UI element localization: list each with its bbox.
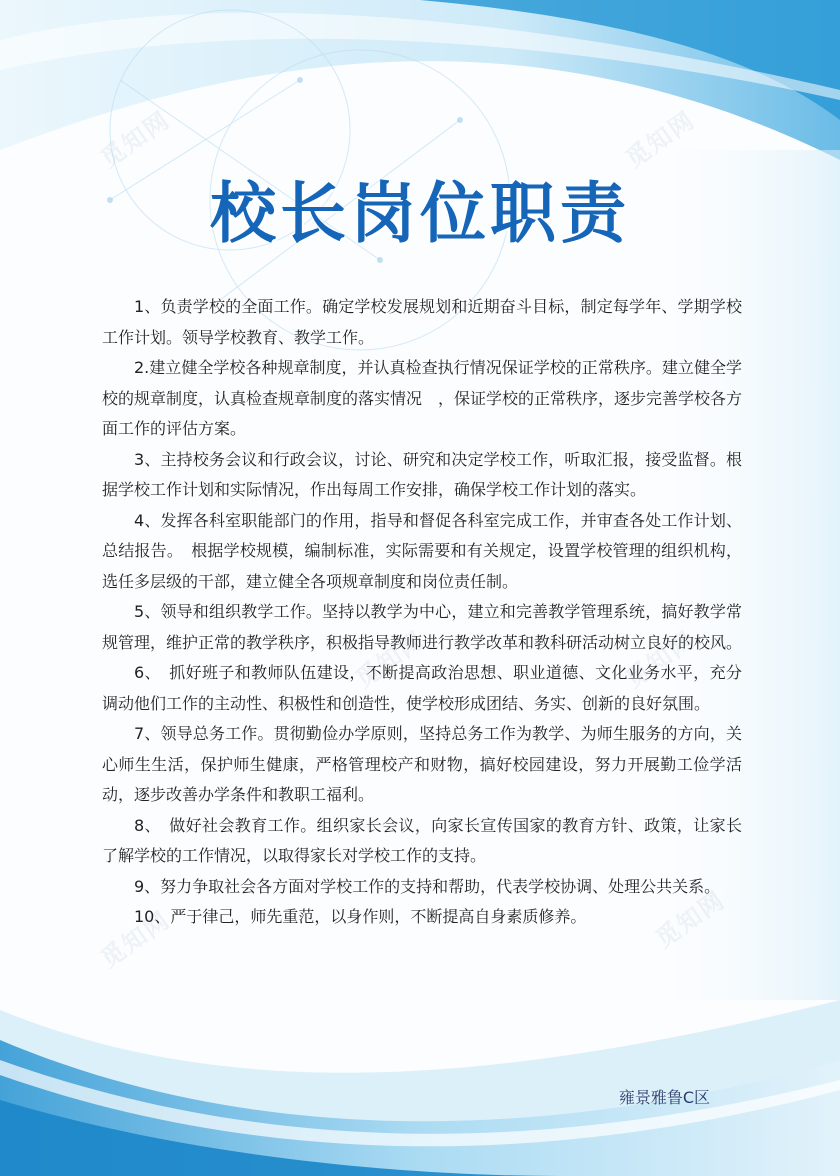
duty-paragraph: 5、领导和组织教学工作。坚持以教学为中心，建立和完善教学管理系统，搞好教学常规管理，维护正常的教学秩序，积极指导教师进行教学改革和教科研活动树立良好的校风。 xyxy=(102,602,743,652)
footer-location: 雍景雅鲁C区 xyxy=(618,1088,710,1107)
duty-paragraph: 4、发挥各科室职能部门的作用，指导和督促各科室完成工作，并审查各处工作计划、总结报告。 根据学校规模，编制标准，实际需要和有关规定，设置学校管理的组织机构，选任多层级的干部，建立健全各项规章制度和岗位责任制。 xyxy=(102,510,742,591)
page-title: 校长岗位职责 xyxy=(210,175,630,252)
duty-paragraph: 1、负责学校的全面工作。确定学校发展规划和近期奋斗目标，制定每学年、学期学校工作计划。领导学校教育、教学工作。 xyxy=(102,297,742,347)
duty-paragraph: 3、主持校务会议和行政会议，讨论、研究和决定学校工作，听取汇报，接受监督。根据学校工作计划和实际情况，作出每周工作安排，确保学校工作计划的落实。 xyxy=(102,449,742,499)
duty-paragraph: 9、努力争取社会各方面对学校工作的支持和帮助，代表学校协调、处理公共关系。 xyxy=(134,876,721,896)
duty-paragraph: 10、严于律己，师先重范，以身作则，不断提高自身素质修养。 xyxy=(134,907,587,926)
duty-paragraph: 8、 做好社会教育工作。组织家长会议，向家长宣传国家的教育方针、政策，让家长了解学校的工作情况，以取得家长对学校工作的支持。 xyxy=(102,815,742,865)
duty-paragraph: 6、 抓好班子和教师队伍建设，不断提高政治思想、职业道德、文化业务水平，充分调动他们工作的主动性、积极性和创造性，使学校形成团结、务实、创新的良好氛围。 xyxy=(102,663,742,713)
duty-paragraph: 7、领导总务工作。贯彻勤俭办学原则，坚持总务工作为教学、为师生服务的方向，关心师生生活，保护师生健康，严格管理校产和财物，搞好校园建设，努力开展勤工俭学活动，逐步改善办学条件和教职工福利。 xyxy=(102,724,742,804)
duties-list xyxy=(102,292,742,933)
duty-paragraph: 2.建立健全学校各种规章制度，并认真检查执行情况保证学校的正常秩序。建立健全学校的规章制度，认真检查规章制度的落实情况 ，保证学校的正常秩序，逐步完善学校各方面工作的评估方案。 xyxy=(102,358,743,438)
